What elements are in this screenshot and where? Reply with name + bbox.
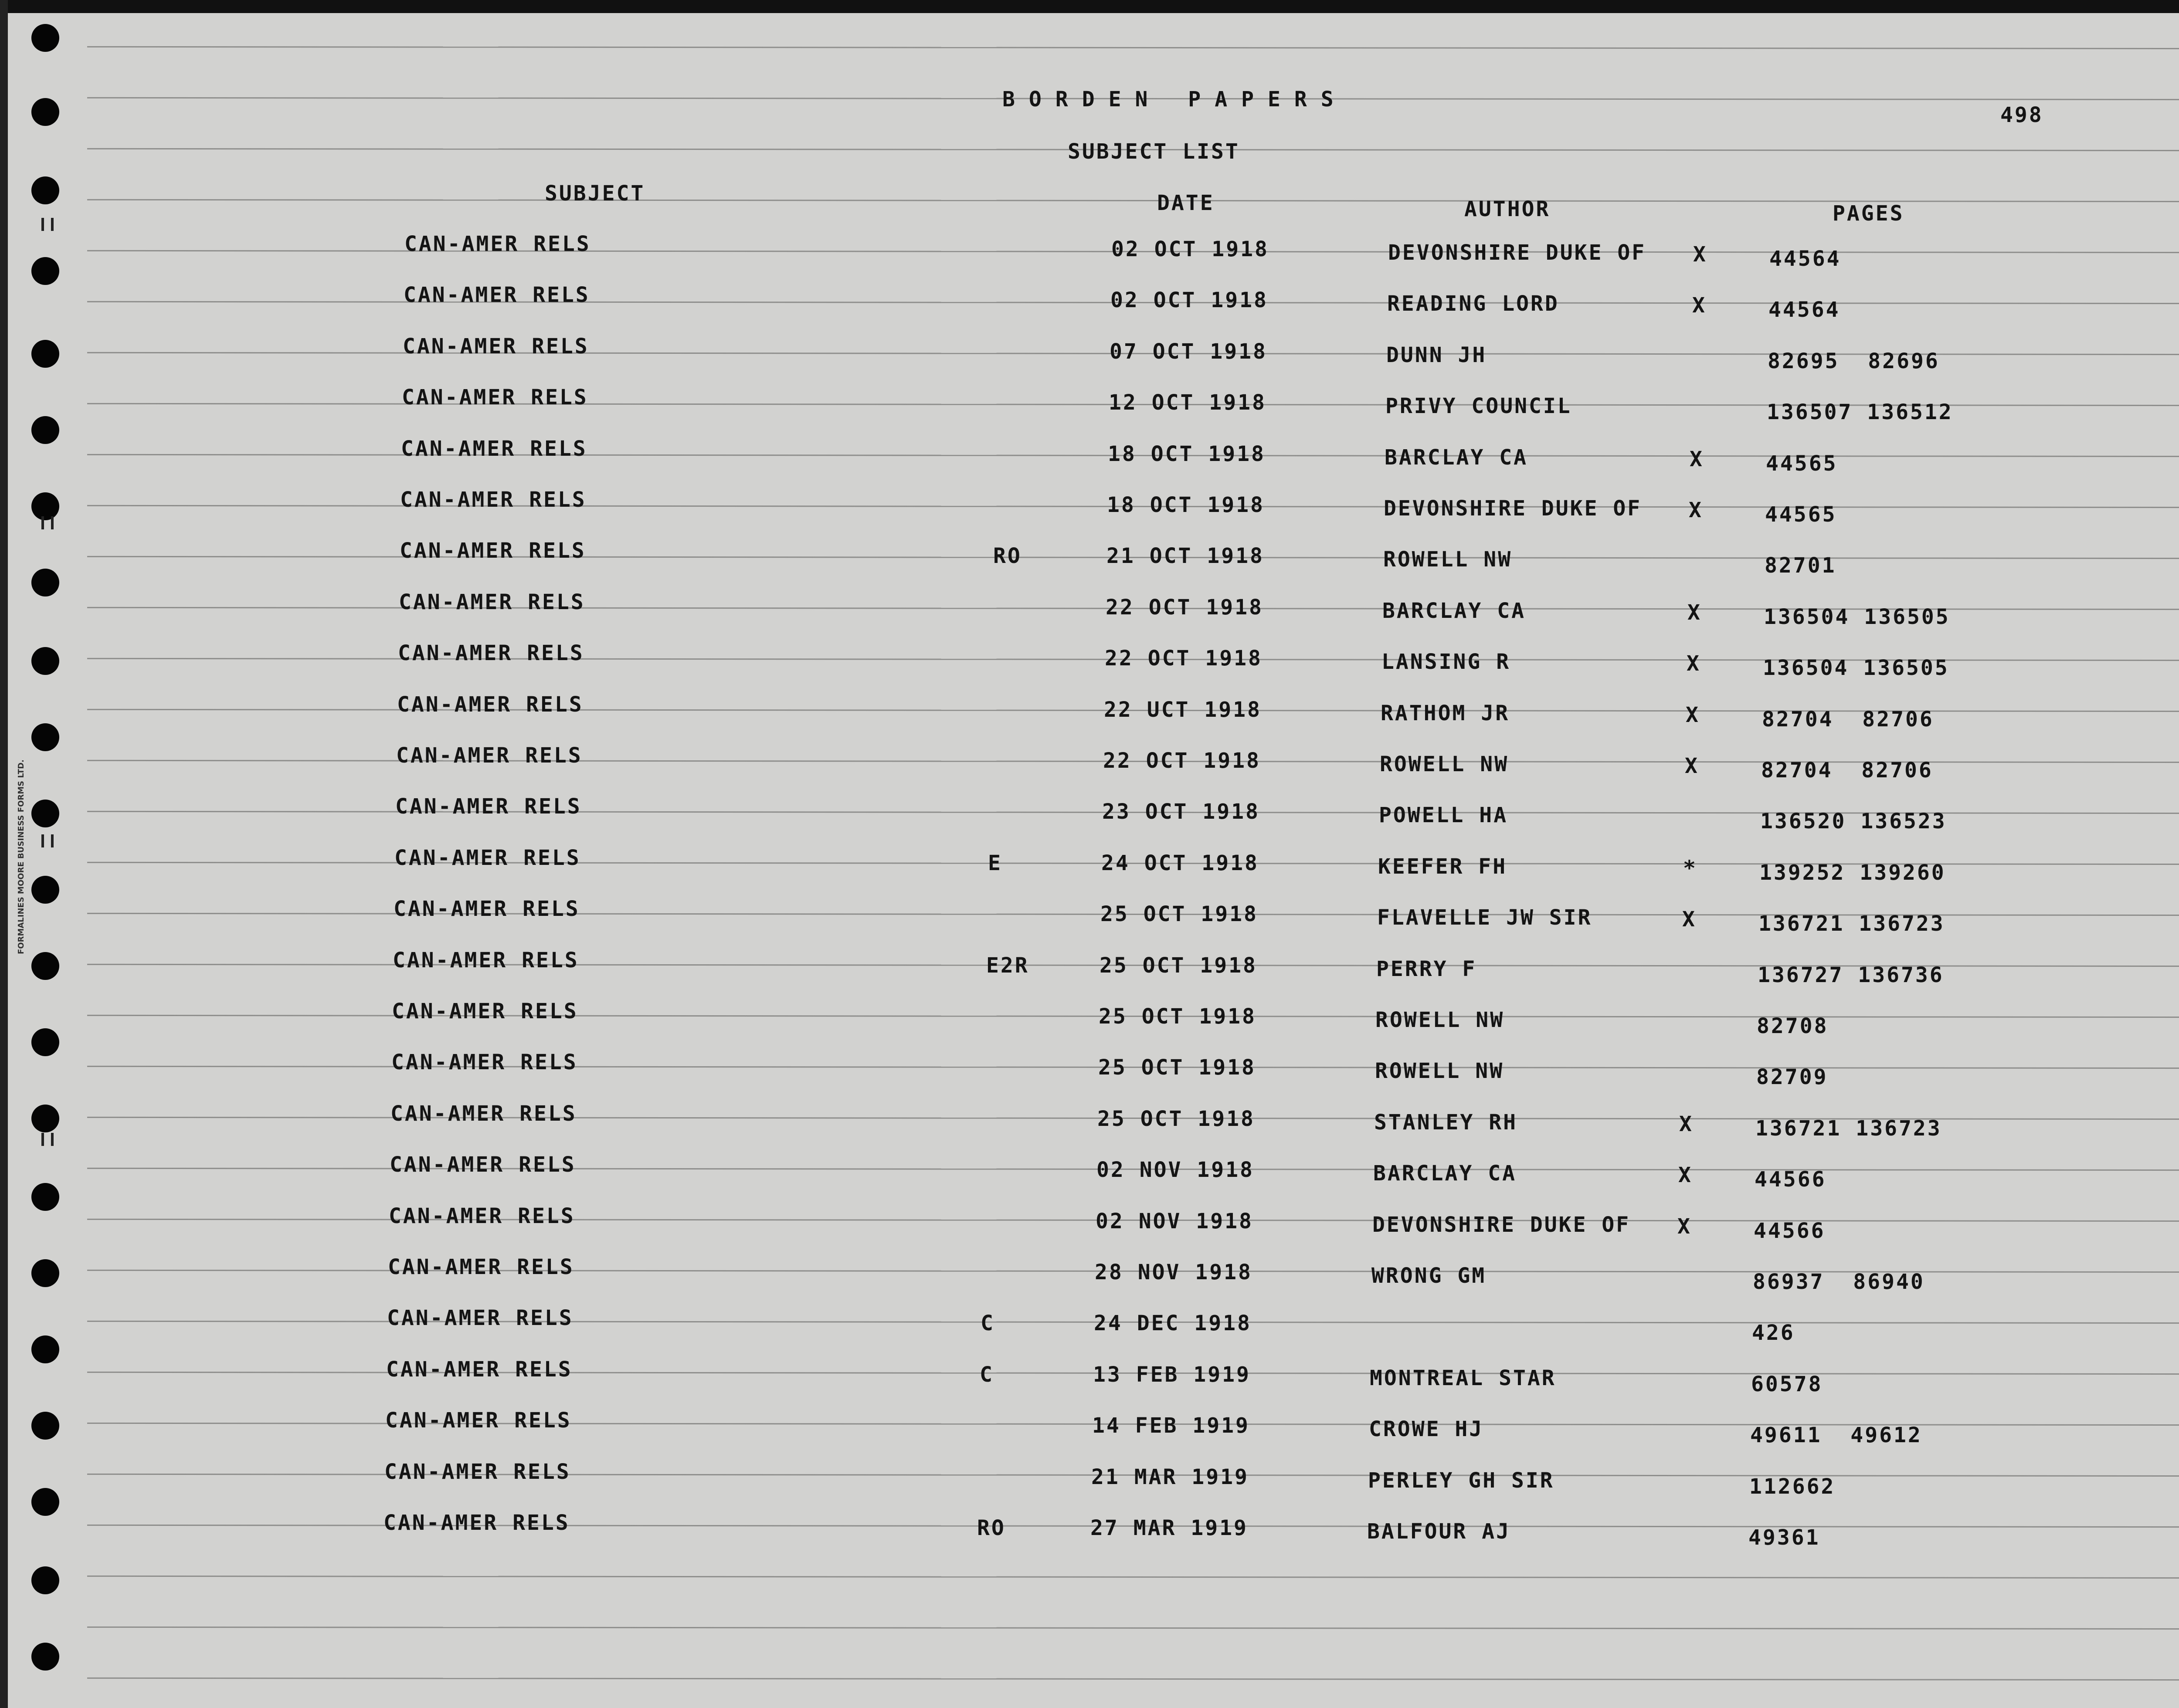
table-row xyxy=(0,232,2179,271)
subject-cell: CAN-AMER RELS xyxy=(401,436,587,461)
author-cell: PERRY F xyxy=(1376,956,1477,981)
code-cell: RO xyxy=(977,1516,1006,1540)
date-cell: 14 FEB 1919 xyxy=(1092,1413,1250,1438)
pages-cell: 136721 136723 xyxy=(1755,1116,1942,1141)
author-cell: PERLEY GH SIR xyxy=(1368,1468,1554,1493)
date-cell: 02 NOV 1918 xyxy=(1096,1158,1254,1183)
subject-cell: CAN-AMER RELS xyxy=(393,948,579,973)
flag-cell: * xyxy=(1683,856,1697,881)
margin-tick-mark xyxy=(41,516,44,529)
subject-cell: CAN-AMER RELS xyxy=(384,1459,571,1484)
table-row xyxy=(0,590,2179,629)
author-cell: READING LORD xyxy=(1387,291,1559,316)
table-row xyxy=(0,743,2179,783)
date-cell: 24 OCT 1918 xyxy=(1101,851,1259,875)
flag-cell: X xyxy=(1687,651,1701,676)
pages-cell: 82704 82706 xyxy=(1761,758,1933,783)
author-cell: KEEFER FH xyxy=(1378,854,1507,879)
page-number: 498 xyxy=(2000,103,2043,127)
document-title: BORDEN PAPERS xyxy=(1002,87,1347,112)
subject-cell: CAN-AMER RELS xyxy=(400,539,586,563)
flag-cell: X xyxy=(1686,702,1700,727)
table-row xyxy=(0,845,2179,885)
date-cell: 25 OCT 1918 xyxy=(1100,902,1258,927)
pages-cell: 44565 xyxy=(1766,451,1838,476)
author-cell: STANLEY RH xyxy=(1374,1110,1517,1135)
flag-cell: X xyxy=(1690,447,1704,471)
subject-cell: CAN-AMER RELS xyxy=(404,283,590,308)
author-cell: DEVONSHIRE DUKE OF xyxy=(1372,1212,1631,1237)
date-cell: 07 OCT 1918 xyxy=(1110,339,1267,364)
date-cell: 22 OCT 1918 xyxy=(1103,749,1261,773)
subject-cell: CAN-AMER RELS xyxy=(399,590,585,614)
document-subtitle: SUBJECT LIST xyxy=(1068,139,1240,164)
date-cell: 24 DEC 1918 xyxy=(1094,1311,1252,1336)
subject-cell: CAN-AMER RELS xyxy=(394,897,580,922)
author-cell: WRONG GM xyxy=(1371,1264,1487,1288)
subject-cell: CAN-AMER RELS xyxy=(400,488,587,512)
flag-cell: X xyxy=(1692,293,1707,318)
date-cell: 18 OCT 1918 xyxy=(1107,493,1265,517)
flag-cell: X xyxy=(1682,907,1697,932)
margin-tick-mark xyxy=(51,516,54,529)
table-row xyxy=(0,385,2179,425)
ruled-line xyxy=(87,1678,2179,1681)
feed-hole-left xyxy=(31,1643,59,1671)
date-cell: 02 OCT 1918 xyxy=(1111,237,1269,261)
author-cell: MONTREAL STAR xyxy=(1370,1366,1556,1390)
date-cell: 22 UCT 1918 xyxy=(1104,697,1262,722)
ruled-line xyxy=(87,46,2179,49)
pages-cell: 44564 xyxy=(1769,247,1841,271)
subject-cell: CAN-AMER RELS xyxy=(389,1203,575,1228)
date-cell: 22 OCT 1918 xyxy=(1105,646,1263,671)
column-header-subject: SUBJECT xyxy=(545,181,645,206)
table-row xyxy=(0,1152,2179,1192)
subject-cell: CAN-AMER RELS xyxy=(384,1511,570,1535)
table-row xyxy=(0,794,2179,834)
flag-cell: X xyxy=(1687,600,1702,625)
table-row xyxy=(0,1511,2179,1550)
date-cell: 25 OCT 1918 xyxy=(1097,1106,1255,1131)
flag-cell: X xyxy=(1689,498,1703,522)
author-cell: DUNN JH xyxy=(1386,342,1487,367)
code-cell: C xyxy=(980,1362,994,1387)
flag-cell: X xyxy=(1678,1163,1693,1188)
table-row xyxy=(0,1050,2179,1090)
table-row xyxy=(0,334,2179,373)
table-row xyxy=(0,1306,2179,1345)
author-cell: BARCLAY CA xyxy=(1373,1161,1517,1186)
table-row xyxy=(0,488,2179,527)
pages-cell: 82704 82706 xyxy=(1762,707,1934,732)
table-row xyxy=(0,1357,2179,1396)
margin-tick-mark xyxy=(41,218,44,231)
table-row xyxy=(0,1101,2179,1141)
pages-cell: 49611 49612 xyxy=(1750,1423,1922,1448)
feed-hole-left xyxy=(31,1566,59,1594)
date-cell: 25 OCT 1918 xyxy=(1098,1055,1256,1080)
pages-cell: 426 xyxy=(1752,1321,1795,1345)
date-cell: 28 NOV 1918 xyxy=(1095,1260,1252,1284)
author-cell: DEVONSHIRE DUKE OF xyxy=(1388,241,1646,265)
author-cell: BARCLAY CA xyxy=(1385,445,1528,470)
pages-cell: 136520 136523 xyxy=(1760,809,1947,834)
pages-cell: 136504 136505 xyxy=(1764,604,1950,629)
subject-cell: CAN-AMER RELS xyxy=(397,692,584,717)
margin-tick-mark xyxy=(41,1133,44,1146)
subject-cell: CAN-AMER RELS xyxy=(390,1101,577,1126)
date-cell: 25 OCT 1918 xyxy=(1100,953,1257,978)
subject-cell: CAN-AMER RELS xyxy=(387,1306,574,1331)
margin-tick-mark xyxy=(51,1133,54,1146)
author-cell: ROWELL NW xyxy=(1375,1008,1505,1032)
date-cell: 23 OCT 1918 xyxy=(1102,800,1260,824)
author-cell: RATHOM JR xyxy=(1381,701,1510,725)
pages-cell: 112662 xyxy=(1749,1474,1836,1499)
author-cell: CROWE HJ xyxy=(1369,1417,1484,1442)
flag-cell: X xyxy=(1693,242,1707,267)
pages-cell: 136721 136723 xyxy=(1758,912,1945,936)
code-cell: E xyxy=(988,851,1002,875)
feed-hole-left xyxy=(31,24,59,52)
table-row xyxy=(0,1408,2179,1448)
date-cell: 12 OCT 1918 xyxy=(1109,390,1266,415)
scan-top-edge xyxy=(0,0,2179,13)
pages-cell: 136504 136505 xyxy=(1763,656,1949,681)
pages-cell: 82708 xyxy=(1757,1014,1829,1038)
date-cell: 22 OCT 1918 xyxy=(1106,595,1263,620)
pages-cell: 82695 82696 xyxy=(1768,349,1940,373)
pages-cell: 44566 xyxy=(1754,1218,1826,1243)
date-cell: 25 OCT 1918 xyxy=(1099,1004,1256,1029)
author-cell: FLAVELLE JW SIR xyxy=(1377,905,1592,930)
table-row xyxy=(0,897,2179,936)
flag-cell: X xyxy=(1679,1112,1694,1136)
feed-hole-left xyxy=(31,98,59,126)
date-cell: 02 NOV 1918 xyxy=(1096,1209,1253,1234)
author-cell: LANSING R xyxy=(1381,650,1511,674)
table-row xyxy=(0,539,2179,578)
author-cell: PRIVY COUNCIL xyxy=(1385,394,1572,419)
column-header-author: AUTHOR xyxy=(1464,197,1551,221)
pages-cell: 136727 136736 xyxy=(1758,962,1944,987)
feed-hole-left xyxy=(31,257,59,285)
date-cell: 02 OCT 1918 xyxy=(1110,288,1268,313)
subject-cell: CAN-AMER RELS xyxy=(402,385,588,410)
column-header-pages: PAGES xyxy=(1833,201,1904,226)
pages-cell: 82701 xyxy=(1765,553,1836,578)
author-cell: ROWELL NW xyxy=(1375,1059,1504,1084)
author-cell: BARCLAY CA xyxy=(1382,598,1526,623)
ruled-line xyxy=(87,1627,2179,1630)
subject-cell: CAN-AMER RELS xyxy=(394,845,581,870)
date-cell: 21 OCT 1918 xyxy=(1106,544,1264,569)
subject-cell: CAN-AMER RELS xyxy=(388,1255,574,1279)
table-row xyxy=(0,283,2179,322)
table-row xyxy=(0,641,2179,681)
flag-cell: X xyxy=(1677,1214,1692,1239)
pages-cell: 44565 xyxy=(1765,502,1837,527)
author-cell: DEVONSHIRE DUKE OF xyxy=(1384,496,1642,521)
feed-hole-left xyxy=(31,176,59,204)
code-cell: C xyxy=(981,1311,995,1336)
ruled-line xyxy=(87,1576,2179,1579)
pages-cell: 136507 136512 xyxy=(1767,400,1953,425)
column-header-date: DATE xyxy=(1157,191,1215,215)
subject-cell: CAN-AMER RELS xyxy=(385,1408,572,1433)
subject-cell: CAN-AMER RELS xyxy=(386,1357,573,1382)
code-cell: RO xyxy=(993,544,1022,569)
table-row xyxy=(0,436,2179,476)
margin-tick-mark xyxy=(51,218,54,231)
flag-cell: X xyxy=(1685,754,1699,778)
table-row xyxy=(0,948,2179,987)
date-cell: 13 FEB 1919 xyxy=(1093,1362,1251,1387)
pages-cell: 82709 xyxy=(1756,1065,1828,1090)
table-row xyxy=(0,999,2179,1038)
subject-cell: CAN-AMER RELS xyxy=(391,1050,578,1075)
subject-cell: CAN-AMER RELS xyxy=(392,999,578,1023)
author-cell: BALFOUR AJ xyxy=(1367,1519,1510,1544)
date-cell: 21 MAR 1919 xyxy=(1091,1464,1249,1489)
subject-cell: CAN-AMER RELS xyxy=(390,1152,576,1177)
table-row xyxy=(0,1203,2179,1243)
subject-cell: CAN-AMER RELS xyxy=(395,794,582,819)
subject-cell: CAN-AMER RELS xyxy=(398,641,584,666)
form-imprint-text: FORMALINES MOORE BUSINESS FORMS LTD. xyxy=(17,759,26,954)
subject-cell: CAN-AMER RELS xyxy=(404,232,591,256)
pages-cell: 60578 xyxy=(1751,1372,1823,1396)
table-row xyxy=(0,1459,2179,1499)
author-cell: ROWELL NW xyxy=(1380,752,1509,776)
pages-cell: 49361 xyxy=(1748,1525,1820,1550)
code-cell: E2R xyxy=(986,953,1029,978)
pages-cell: 86937 86940 xyxy=(1753,1270,1925,1294)
author-cell: POWELL HA xyxy=(1379,803,1508,828)
table-row xyxy=(0,1255,2179,1294)
author-cell: ROWELL NW xyxy=(1383,547,1513,572)
pages-cell: 139252 139260 xyxy=(1759,860,1946,885)
table-row xyxy=(0,692,2179,732)
date-cell: 27 MAR 1919 xyxy=(1090,1516,1248,1540)
subject-cell: CAN-AMER RELS xyxy=(403,334,589,359)
pages-cell: 44564 xyxy=(1768,298,1840,322)
pages-cell: 44566 xyxy=(1755,1167,1826,1192)
date-cell: 18 OCT 1918 xyxy=(1108,441,1266,466)
subject-cell: CAN-AMER RELS xyxy=(396,743,583,768)
